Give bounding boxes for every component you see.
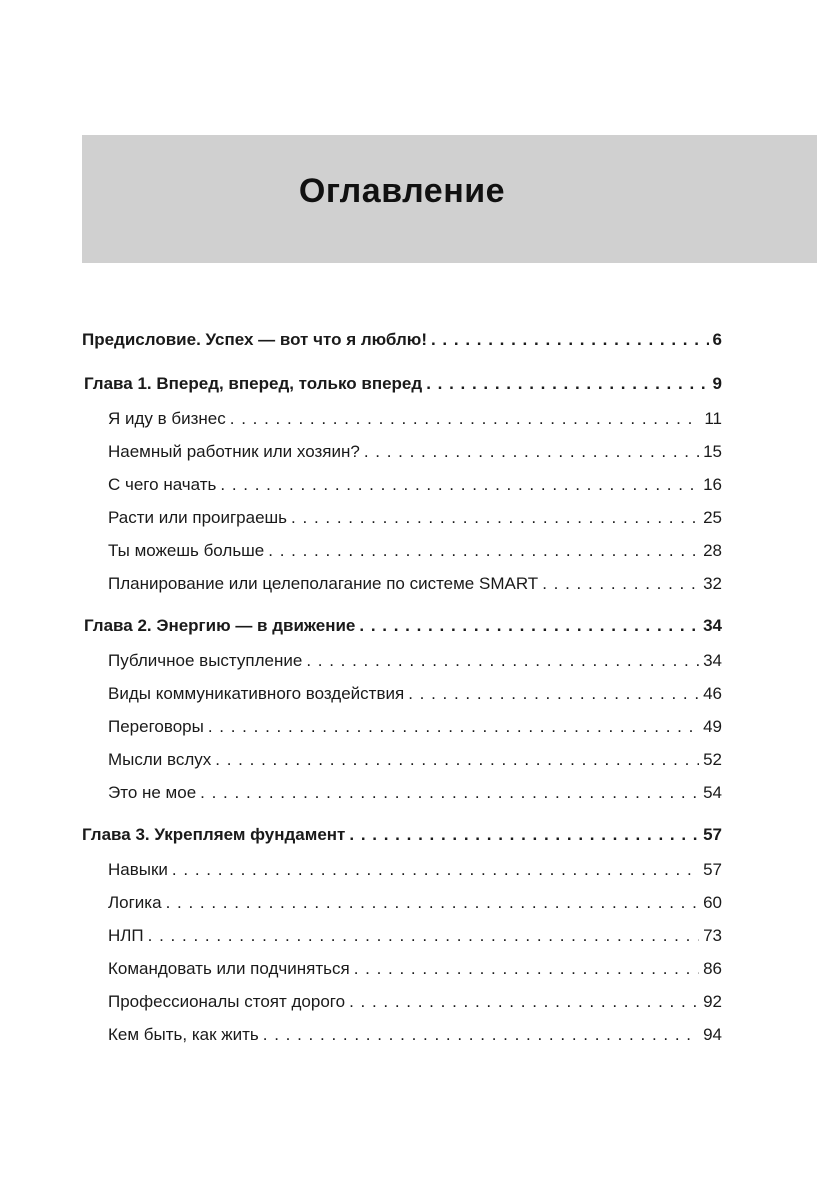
page-title: Оглавление: [298, 172, 506, 210]
toc-page-number: 34: [703, 616, 722, 635]
toc-section-entry[interactable]: [82, 567, 722, 600]
toc-page-number: 16: [703, 475, 722, 494]
toc-entry-title: Предисловие. Успех — вот что я люблю!: [82, 330, 427, 349]
toc-entry-title: Виды коммуникативного воздействия: [108, 684, 405, 703]
dot-leader: [230, 402, 701, 435]
dot-leader: [426, 366, 708, 402]
toc-page-number: 54: [703, 783, 722, 802]
toc-chapter-entry[interactable]: [82, 366, 722, 402]
toc-entry-title: Профессионалы стоят дорого: [108, 992, 346, 1011]
dot-leader: [200, 776, 699, 809]
dot-leader: [268, 534, 699, 567]
toc-entry-title: Публичное выступление: [108, 651, 303, 670]
toc-page-number: 32: [703, 574, 722, 593]
toc-section-entry[interactable]: [82, 853, 722, 886]
toc-page-number: 34: [703, 651, 722, 670]
toc-entry-title: Командовать или подчиняться: [108, 959, 350, 978]
toc-entry-title: Глава 3. Укрепляем фундамент: [82, 825, 346, 844]
dot-leader: [215, 743, 699, 776]
dot-leader: [306, 644, 699, 677]
toc-section-entry[interactable]: [82, 886, 722, 919]
dot-leader: [354, 952, 699, 985]
toc-page-number: 92: [703, 992, 722, 1011]
dot-leader: [359, 608, 699, 644]
toc-entry-title: Я иду в бизнес: [108, 409, 226, 428]
toc-entry-title: Это не мое: [108, 783, 197, 802]
dot-leader: [263, 1018, 699, 1051]
dot-leader: [408, 677, 699, 710]
toc-page-number: 57: [703, 825, 722, 844]
dot-leader: [220, 468, 699, 501]
toc-page-number: 28: [703, 541, 722, 560]
toc-page-number: 25: [703, 508, 722, 527]
toc-section-entry[interactable]: [82, 952, 722, 985]
toc-entry-title: Логика: [108, 893, 162, 912]
toc-entry-title: Навыки: [108, 860, 168, 879]
toc-page-number: 46: [703, 684, 722, 703]
toc-chapter-entry[interactable]: [82, 608, 722, 644]
toc-section-entry[interactable]: [82, 743, 722, 776]
toc-entry-title: С чего начать: [108, 475, 217, 494]
toc-section-entry[interactable]: [82, 677, 722, 710]
toc-page-number: 86: [703, 959, 722, 978]
toc-section-entry[interactable]: [82, 435, 722, 468]
toc-page-number: 9: [712, 374, 722, 393]
dot-leader: [208, 710, 699, 743]
dot-leader: [349, 985, 699, 1018]
toc-page-number: 73: [703, 926, 722, 945]
toc-page-number: 94: [703, 1025, 722, 1044]
toc-page-number: 15: [703, 442, 722, 461]
toc-section-entry[interactable]: [82, 402, 722, 435]
toc-entry-title: НЛП: [108, 926, 144, 945]
toc-page-number: 60: [703, 893, 722, 912]
dot-leader: [542, 567, 699, 600]
toc-entry-title: Планирование или целеполагание по системе SMART: [108, 574, 539, 593]
dot-leader: [166, 886, 700, 919]
toc-page-number: 11: [704, 409, 722, 428]
toc-section-entry[interactable]: [82, 710, 722, 743]
toc-section-entry[interactable]: [82, 501, 722, 534]
toc-entry-title: Переговоры: [108, 717, 204, 736]
toc-section-entry[interactable]: [82, 1018, 722, 1051]
toc-entry-title: Расти или проиграешь: [108, 508, 288, 527]
toc-page-number: 49: [703, 717, 722, 736]
toc-section-entry[interactable]: [82, 919, 722, 952]
dot-leader: [291, 501, 699, 534]
toc-page-number: 52: [703, 750, 722, 769]
toc-page-number: 6: [712, 330, 722, 349]
toc-section-entry[interactable]: [82, 468, 722, 501]
toc-chapter-entry[interactable]: [82, 817, 722, 853]
toc-entry-title: Ты можешь больше: [108, 541, 265, 560]
toc-section-entry[interactable]: [82, 644, 722, 677]
dot-leader: [148, 919, 699, 952]
toc-section-entry[interactable]: [82, 776, 722, 809]
dot-leader: [364, 435, 699, 468]
toc-entry-title: Мысли вслух: [108, 750, 212, 769]
table-of-contents: [82, 322, 722, 1051]
toc-entry-title: Глава 1. Вперед, вперед, только вперед: [84, 374, 423, 393]
dot-leader: [431, 322, 709, 358]
dot-leader: [172, 853, 699, 886]
toc-section-entry[interactable]: [82, 534, 722, 567]
toc-entry-title: Кем быть, как жить: [108, 1025, 259, 1044]
toc-entry-title: Наемный работник или хозяин?: [108, 442, 360, 461]
toc-section-entry[interactable]: [82, 985, 722, 1018]
dot-leader: [349, 817, 699, 853]
toc-chapter-entry[interactable]: [82, 322, 722, 358]
toc-entry-title: Глава 2. Энергию — в движение: [84, 616, 356, 635]
toc-page-number: 57: [703, 860, 722, 879]
